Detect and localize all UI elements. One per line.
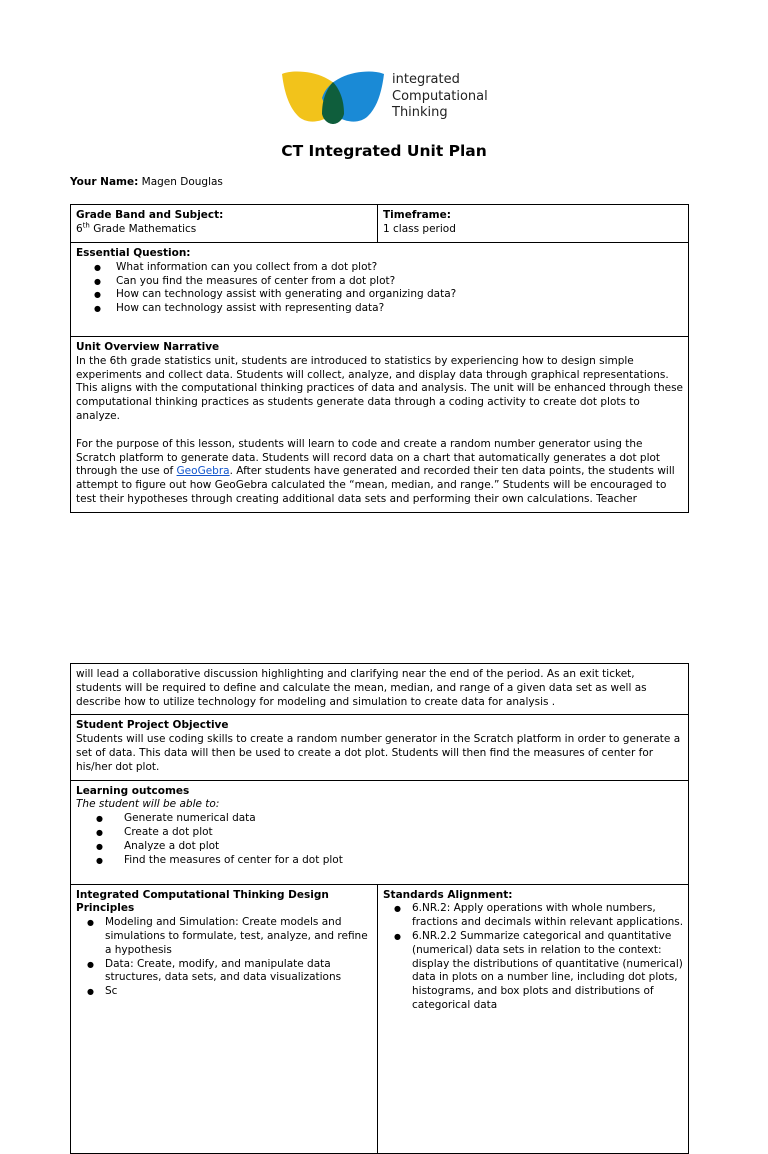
your-name-value: Magen Douglas <box>141 176 223 188</box>
grade-label: Grade Band and Subject: <box>76 209 224 221</box>
overview-continued-text: will lead a collaborative discussion highlighting and clarifying near the end of the period. As an exit ticket, students will be required to define and calculate the mean, median, and range of a given data set as well as describe how to utilize technology for modeling and simulation to create data for analysis . <box>76 668 647 708</box>
outcomes-row <box>71 780 689 884</box>
timeframe-label: Timeframe: <box>383 209 451 221</box>
logo-leaves-icon <box>280 70 390 126</box>
outcomes-label: Learning outcomes <box>76 784 190 797</box>
objective-label: Student Project Objective <box>76 719 229 732</box>
unit-plan-table-page-2 <box>70 663 689 1154</box>
overview-paragraph-2: For the purpose of this lesson, students will learn to code and create a random number generator using the Scratch platform to generate data. Students will record data on a chart that automatically generates a dot plot through the use of GeoGebra. After students have generated and recorded their ten data points, the students will attempt to figure out how GeoGebra calculated the “mean, median, and range.” Students will be encouraged to test their hypotheses through creating additional data sets and performing their own calculations. Teacher <box>76 437 675 505</box>
logo-line-3: Thinking <box>392 105 448 120</box>
grade-row <box>71 205 689 243</box>
standards-label: Standards Alignment: <box>383 888 513 901</box>
list-item: ● How can technology assist with representing data? <box>76 302 683 316</box>
icomp-logo <box>280 70 510 126</box>
essential-label: Essential Question: <box>76 247 191 259</box>
timeframe-cell <box>378 205 689 243</box>
grade-cell <box>71 205 378 243</box>
outcomes-list <box>76 812 683 867</box>
list-item: ● Can you find the measures of center from a dot plot? <box>76 275 683 289</box>
objective-cell <box>71 715 689 780</box>
page-title: CT Integrated Unit Plan <box>281 142 487 160</box>
essential-row <box>71 243 689 337</box>
standards-cell <box>378 884 689 1153</box>
timeframe-value: 1 class period <box>383 222 456 235</box>
essential-cell <box>71 243 689 337</box>
objective-row <box>71 715 689 780</box>
logo-text <box>392 72 488 122</box>
standards-list <box>383 902 683 1012</box>
list-item: ● Modeling and Simulation: Create models and simulations to formulate, test, analyze, and refine a hypothesis <box>76 916 372 957</box>
list-item: ● Analyze a dot plot <box>76 840 683 854</box>
design-label: Integrated Computational Thinking Design Principles <box>76 888 329 915</box>
list-item: ● 6.NR.2: Apply operations with whole numbers, fractions and decimals within relevant applications. <box>383 902 683 930</box>
overview-row <box>71 337 689 513</box>
geogebra-link[interactable]: GeoGebra <box>176 465 230 478</box>
design-list <box>76 916 372 999</box>
overview-continued-row <box>71 664 689 715</box>
logo-line-2: Computational <box>392 88 488 104</box>
logo-line-1: integrated <box>392 72 460 87</box>
grade-value: 6th Grade Mathematics <box>76 221 197 235</box>
list-item: ● How can technology assist with generating and organizing data? <box>76 288 683 302</box>
overview-paragraph-1: In the 6th grade statistics unit, students are introduced to statistics by experiencing how to design simple experiments and collect data. Students will collect, analyze, and display data through graphical representations. This aligns with the computational thinking practices of data and analysis. The unit will be enhanced through these computational thinking practices as students generate data through a coding activity to create dot plots to analyze. <box>76 354 684 422</box>
your-name-line <box>70 176 223 188</box>
list-item: ● 6.NR.2.2 Summarize categorical and quantitative (numerical) data sets in relation to the context: display the distributions of quantitative (numerical) data in plots on a number line, including dot plots, histograms, and box plots and distributions of categorical data <box>383 930 683 1013</box>
list-item: ● Sc <box>76 985 372 999</box>
list-item: ● Data: Create, modify, and manipulate data structures, data sets, and data visualizations <box>76 958 372 986</box>
outcomes-cell <box>71 780 689 884</box>
list-item: ● What information can you collect from a dot plot? <box>76 261 683 275</box>
list-item: ● Create a dot plot <box>76 826 683 840</box>
design-cell <box>71 884 378 1153</box>
design-standards-row <box>71 884 689 1153</box>
overview-cell <box>71 337 689 513</box>
essential-list <box>76 261 683 316</box>
list-item: ● Find the measures of center for a dot plot <box>76 854 683 868</box>
your-name-label: Your Name: <box>70 176 139 188</box>
objective-text: Students will use coding skills to create a random number generator in the Scratch platform in order to generate a set of data. This data will then be used to create a dot plot. Students will then find the measures of center for his/her dot plot. <box>76 733 681 773</box>
overview-label: Unit Overview Narrative <box>76 341 220 353</box>
overview-continued-cell <box>71 664 689 715</box>
outcomes-intro: The student will be able to: <box>76 798 220 811</box>
list-item: ● Generate numerical data <box>76 812 683 826</box>
unit-plan-table-page-1 <box>70 204 689 513</box>
